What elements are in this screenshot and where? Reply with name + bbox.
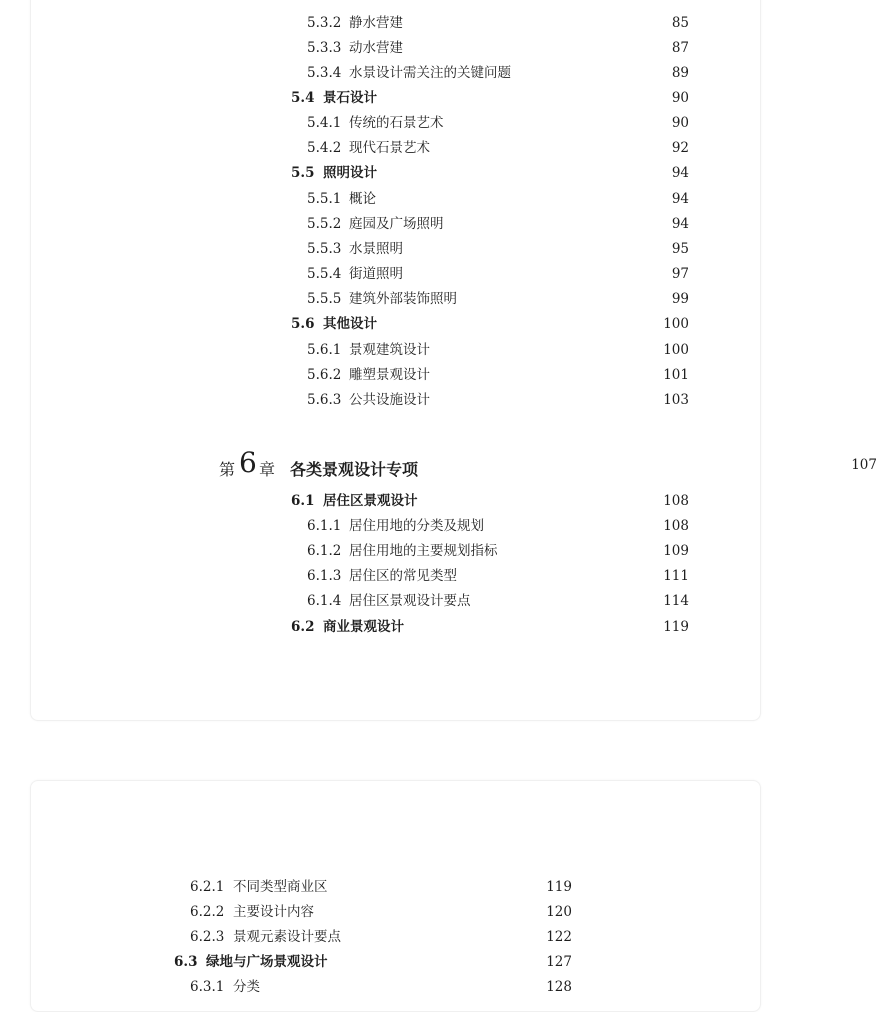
- entry-number: 5.4.1: [307, 115, 342, 131]
- entry-page: 94: [671, 216, 689, 232]
- entry-number: 6.2.2: [190, 904, 225, 920]
- entry-title: 景观元素设计要点: [233, 929, 341, 945]
- section-title: 照明设计: [323, 165, 377, 181]
- entry-page: 95: [671, 241, 689, 257]
- entry-page: 109: [663, 543, 689, 559]
- section-title: 其他设计: [323, 316, 377, 332]
- entry-title: 概论: [349, 191, 376, 207]
- entry-number: 5.5.3: [307, 241, 342, 257]
- entry-number: 5.5.5: [307, 291, 342, 307]
- entry-title: 传统的石景艺术: [349, 115, 444, 131]
- entry-title: 主要设计内容: [233, 904, 314, 920]
- entry-title: 建筑外部装饰照明: [349, 291, 457, 307]
- entry-title: 水景设计需关注的关键问题: [349, 65, 511, 81]
- chapter-title: 各类景观设计专项: [290, 460, 419, 479]
- entry-title: 水景照明: [349, 241, 403, 257]
- entry-title: 动水营建: [349, 40, 403, 56]
- entry-page: 90: [671, 115, 689, 131]
- entry-number: 6.1.3: [307, 568, 342, 584]
- chapter-number: 6: [239, 446, 257, 479]
- entry-number: 6.2.1: [190, 879, 225, 895]
- entry-page: 108: [663, 518, 689, 534]
- entry-title: 庭园及广场照明: [349, 216, 444, 232]
- entry-number: 6.3.1: [190, 979, 225, 995]
- entry-number: 5.4.2: [307, 140, 342, 156]
- entry-number: 5.3.4: [307, 65, 342, 81]
- entry-page: 100: [663, 342, 689, 358]
- entry-page: 89: [671, 65, 689, 81]
- entry-number: 6.1.4: [307, 593, 342, 609]
- section-page: 127: [546, 954, 572, 970]
- section-number: 5.5: [291, 165, 315, 181]
- entry-page: 122: [546, 929, 572, 945]
- entry-number: 6.2.3: [190, 929, 225, 945]
- entry-page: 85: [671, 15, 689, 31]
- entry-number: 5.3.3: [307, 40, 342, 56]
- entry-number: 5.6.1: [307, 342, 342, 358]
- entry-title: 居住用地的分类及规划: [349, 518, 484, 534]
- section-title: 绿地与广场景观设计: [206, 954, 328, 970]
- entry-page: 87: [671, 40, 689, 56]
- entry-page: 101: [663, 367, 689, 383]
- entry-page: 120: [546, 904, 572, 920]
- entry-title: 现代石景艺术: [349, 140, 430, 156]
- chapter-prefix: 第: [219, 460, 236, 479]
- entry-number: 5.6.2: [307, 367, 342, 383]
- entry-page: 92: [671, 140, 689, 156]
- entry-title: 公共设施设计: [349, 392, 430, 408]
- entry-page: 99: [671, 291, 689, 307]
- entry-page: 128: [546, 979, 572, 995]
- section-page: 108: [663, 493, 689, 509]
- entry-page: 114: [663, 593, 689, 609]
- entry-number: 5.5.1: [307, 191, 342, 207]
- entry-page: 111: [663, 568, 689, 584]
- toc-page-1: [30, 0, 877, 721]
- section-number: 5.6: [291, 316, 315, 332]
- toc-page-2: [30, 780, 761, 1012]
- entry-number: 5.6.3: [307, 392, 342, 408]
- chapter-suffix: 章: [259, 460, 276, 479]
- entry-title: 不同类型商业区: [233, 879, 328, 895]
- entry-number: 6.1.1: [307, 518, 342, 534]
- entry-title: 居住区的常见类型: [349, 568, 457, 584]
- section-title: 居住区景观设计: [323, 493, 418, 509]
- section-page: 90: [671, 90, 689, 106]
- entry-number: 5.3.2: [307, 15, 342, 31]
- entry-title: 景观建筑设计: [349, 342, 430, 358]
- section-title: 景石设计: [323, 90, 377, 106]
- entry-title: 街道照明: [349, 266, 403, 282]
- entry-title: 分类: [233, 979, 260, 995]
- section-page: 119: [663, 619, 689, 635]
- section-page: 100: [663, 316, 689, 332]
- chapter-page: 107: [851, 457, 877, 473]
- section-number: 6.1: [291, 493, 315, 509]
- entry-title: 雕塑景观设计: [349, 367, 430, 383]
- entry-number: 6.1.2: [307, 543, 342, 559]
- entry-number: 5.5.2: [307, 216, 342, 232]
- section-number: 6.3: [174, 954, 198, 970]
- entry-page: 103: [663, 392, 689, 408]
- entry-number: 5.5.4: [307, 266, 342, 282]
- section-number: 5.4: [291, 90, 315, 106]
- entry-page: 94: [671, 191, 689, 207]
- section-page: 94: [671, 165, 689, 181]
- entry-title: 静水营建: [349, 15, 403, 31]
- entry-page: 119: [546, 879, 572, 895]
- section-title: 商业景观设计: [323, 619, 404, 635]
- entry-page: 97: [671, 266, 689, 282]
- entry-title: 居住用地的主要规划指标: [349, 543, 498, 559]
- section-number: 6.2: [291, 619, 315, 635]
- entry-title: 居住区景观设计要点: [349, 593, 471, 609]
- chapter-heading[interactable]: [219, 446, 877, 484]
